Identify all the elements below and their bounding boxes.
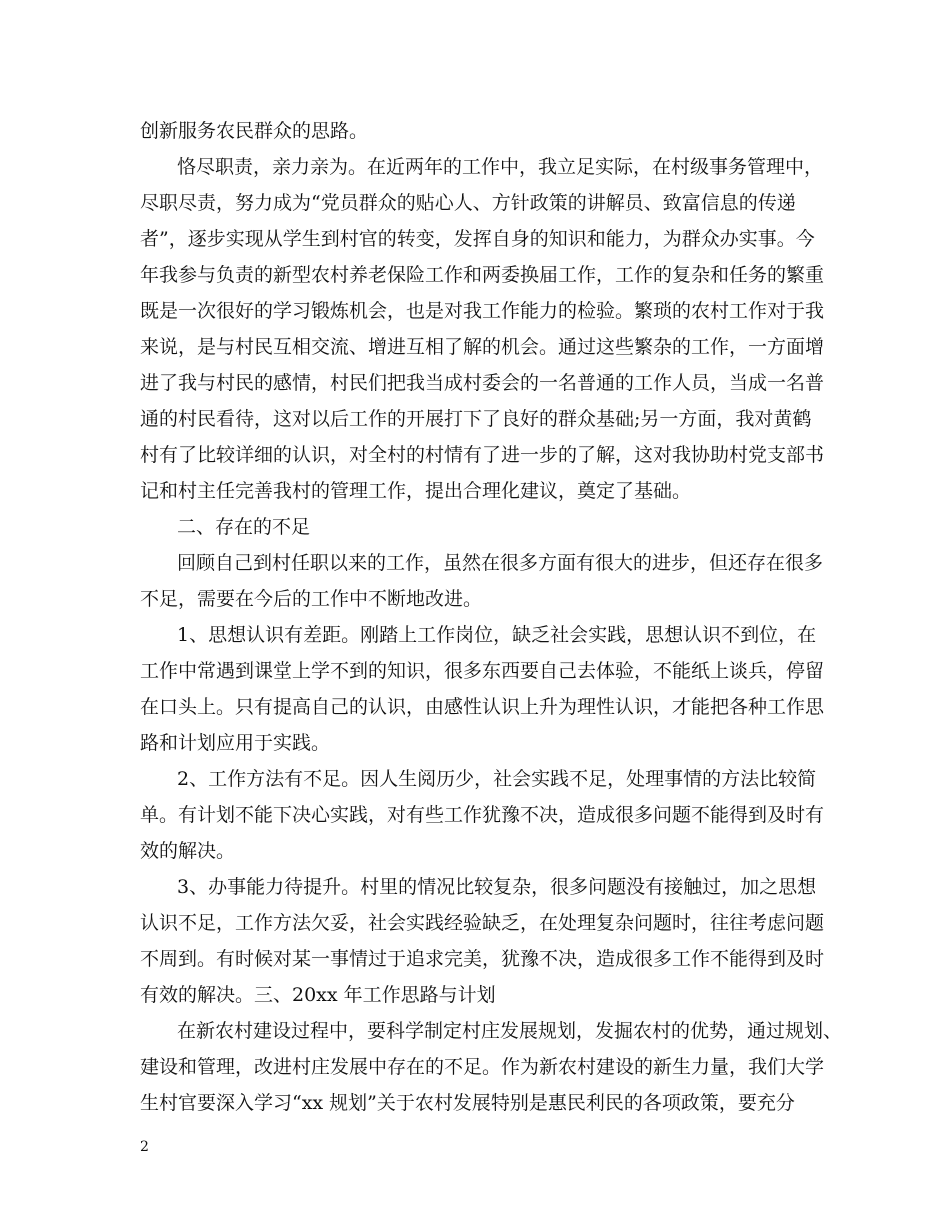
text-line: 回顾自己到村任职以来的工作，虽然在很多方面有很大的进步，但还存在很多 [177, 552, 824, 574]
text-line: 年我参与负责的新型农村养老保险工作和两委换届工作，工作的复杂和任务的繁重 [140, 264, 825, 286]
text-line: 2、工作方法有不足。因人生阅历少，社会实践不足，处理事情的方法比较简 [177, 768, 817, 790]
text-line: 通的村民看待，这对以后工作的开展打下了良好的群众基础;另一方面，我对黄鹤 [140, 408, 812, 430]
text-line: 既是一次很好的学习锻炼机会，也是对我工作能力的检验。繁琐的农村工作对于我 [140, 300, 825, 322]
text-line: 效的解决。 [140, 840, 236, 862]
text-line: 建设和管理，改进村庄发展中存在的不足。作为新农村建设的新生力量，我们大学 [140, 1056, 825, 1078]
text-line: 创新服务农民群众的思路。 [140, 120, 369, 142]
text-line: 在新农村建设过程中，要科学制定村庄发展规划，发掘农村的优势，通过规划、 [177, 1020, 843, 1042]
text-line: 记和村主任完善我村的管理工作，提出合理化建议，奠定了基础。 [140, 480, 692, 502]
text-line: 来说，是与村民互相交流、增进互相了解的机会。通过这些繁杂的工作，一方面增 [140, 336, 825, 358]
text-line: 工作中常遇到课堂上学不到的知识，很多东西要自己去体验，不能纸上谈兵，停留 [140, 660, 825, 682]
text-line: 单。有计划不能下决心实践，对有些工作犹豫不决，造成很多问题不能得到及时有 [140, 804, 825, 826]
text-line: 者”，逐步实现从学生到村官的转变，发挥自身的知识和能力，为群众办实事。今 [140, 228, 815, 250]
text-line: 尽职尽责，努力成为“党员群众的贴心人、方针政策的讲解员、致富信息的传递 [140, 192, 796, 214]
text-line: 进了我与村民的感情，村民们把我当成村委会的一名普通的工作人员，当成一名普 [140, 372, 825, 394]
text-line: 认识不足，工作方法欠妥，社会实践经验缺乏，在处理复杂问题时，往往考虑问题 [140, 912, 825, 934]
page-number: 2 [140, 1139, 149, 1155]
text-line: 村有了比较详细的认识，对全村的村情有了进一步的了解，这对我协助村党支部书 [140, 444, 825, 466]
text-line: 1、思想认识有差距。刚踏上工作岗位，缺乏社会实践，思想认识不到位，在 [177, 624, 817, 646]
text-line: 有效的解决。三、20xx 年工作思路与计划 [140, 984, 496, 1006]
text-line: 恪尽职责，亲力亲为。在近两年的工作中，我立足实际，在村级事务管理中， [177, 156, 824, 178]
text-line: 路和计划应用于实践。 [140, 732, 331, 754]
text-line: 生村官要深入学习“xx 规划”关于农村发展特别是惠民利民的各项政策，要充分 [140, 1092, 795, 1114]
text-line: 在口头上。只有提高自己的认识，由感性认识上升为理性认识，才能把各种工作思 [140, 696, 825, 718]
text-line: 3、办事能力待提升。村里的情况比较复杂，很多问题没有接触过，加之思想 [177, 876, 817, 898]
section-heading: 二、存在的不足 [177, 516, 311, 538]
text-line: 不足，需要在今后的工作中不断地改进。 [140, 588, 483, 610]
text-line: 不周到。有时候对某一事情过于追求完美，犹豫不决，造成很多工作不能得到及时 [140, 948, 825, 970]
